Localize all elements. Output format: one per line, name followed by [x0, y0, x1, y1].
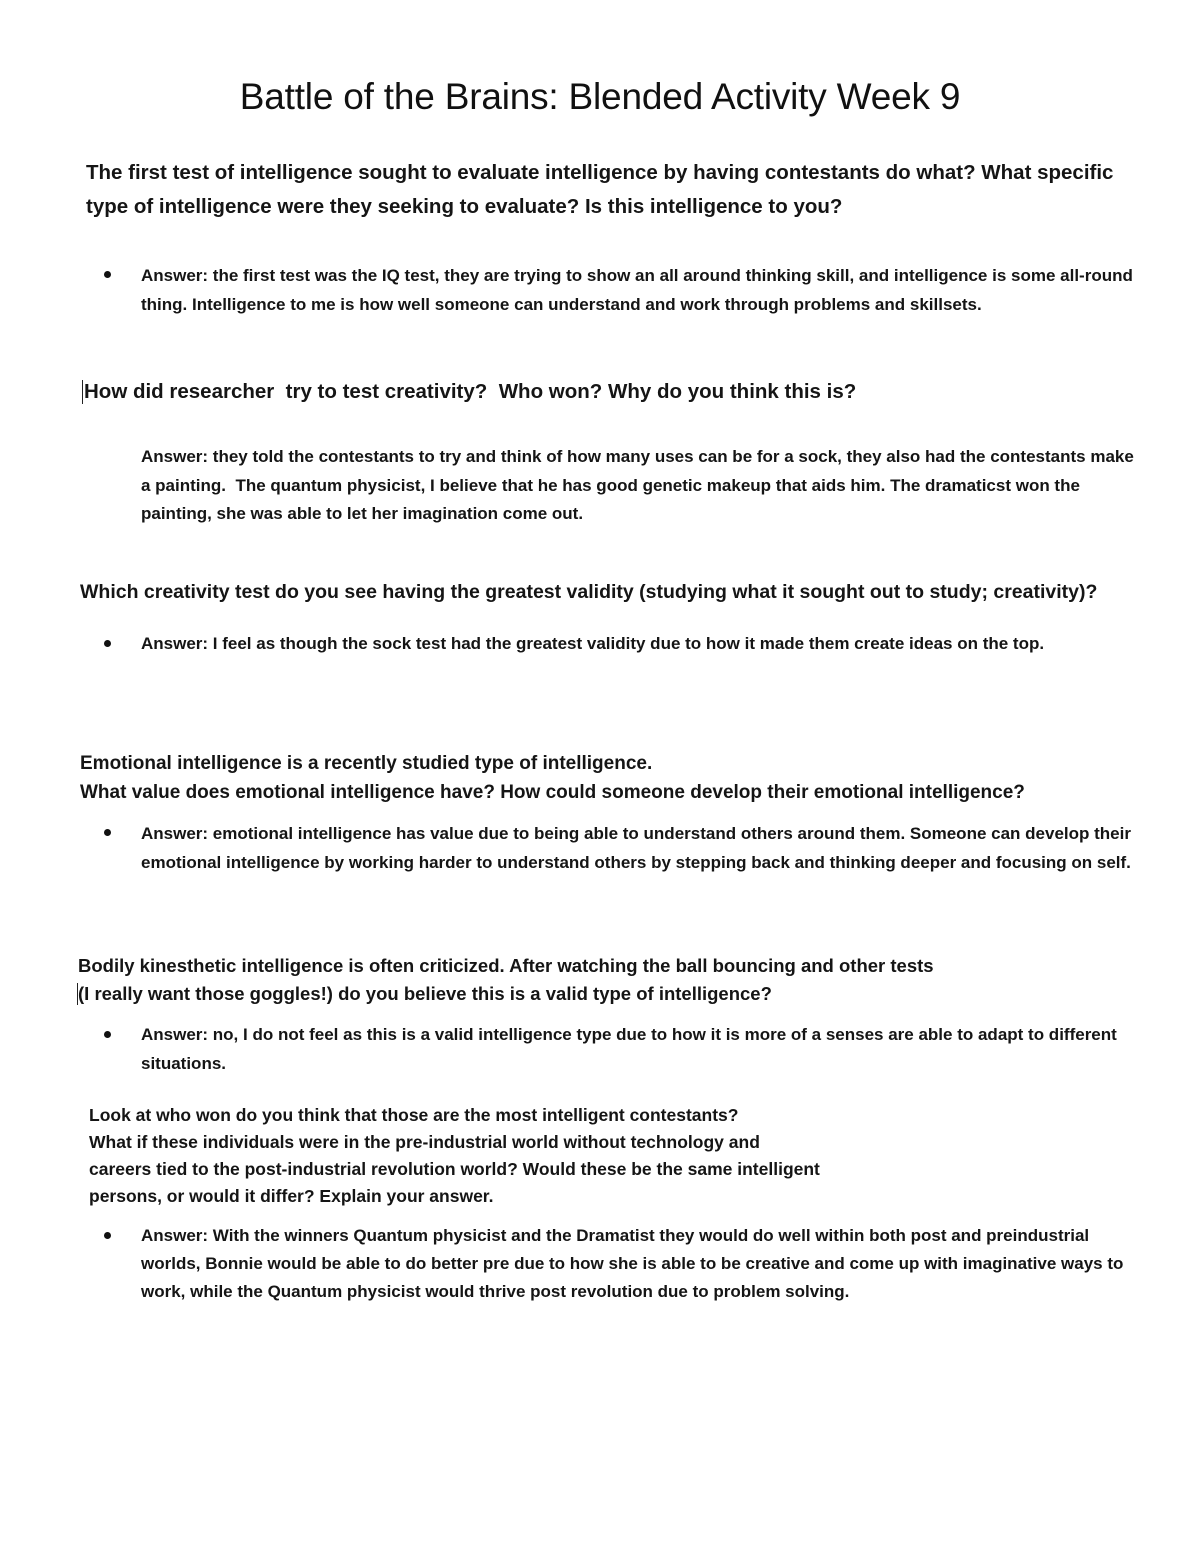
question-4-line-2: What value does emotional intelligence have? How could someone develop their emotional intelligence?: [80, 782, 1025, 803]
question-1: The first test of intelligence sought to evaluate intelligence by having contestants do what? What specific type of intelligence were they seeking to evaluate? Is this intelligence to you?: [86, 161, 1120, 218]
answer-2: Answer: they told the contestants to try and think of how many uses can be for a sock, they also had the contestants make a painting. The quantum physicist, I believe that he has good genetic makeup that aids him. The dramaticst won the painting, she was able to let her imagination come out.: [141, 447, 1139, 523]
question-6-line-2: What if these individuals were in the pre-industrial world without technology and: [89, 1132, 760, 1152]
bullet-5: [104, 1031, 111, 1038]
question-2: How did researcher try to test creativity? Who won? Why do you think this is?: [84, 380, 857, 403]
bullet-3: [104, 640, 111, 647]
text-cursor: [82, 380, 83, 404]
bullet-1: [104, 271, 111, 278]
answer-3: Answer: I feel as though the sock test had the greatest validity due to how it made them create ideas on the top.: [141, 634, 1045, 653]
question-6-line-1: Look at who won do you think that those are the most intelligent contestants?: [89, 1105, 739, 1125]
answer-6: Answer: With the winners Quantum physicist and the Dramatist they would do well within both post and preindustrial worlds, Bonnie would be able to do better pre due to how she is able to be creative and come up with imaginative ways to work, while the Quantum physicist would thrive post revolution due to problem solving.: [141, 1226, 1129, 1301]
answer-5: Answer: no, I do not feel as this is a valid intelligence type due to how it is more of a senses are able to adapt to different situations.: [141, 1025, 1122, 1073]
question-5-line-1: Bodily kinesthetic intelligence is often criticized. After watching the ball bouncing and other tests: [78, 955, 934, 976]
bullet-6: [104, 1232, 111, 1239]
question-4-line-1: Emotional intelligence is a recently studied type of intelligence.: [80, 753, 653, 774]
question-6-line-3: careers tied to the post-industrial revolution world? Would these be the same intelligent: [89, 1159, 820, 1179]
bullet-4: [104, 829, 111, 836]
question-6-line-4: persons, or would it differ? Explain your answer.: [89, 1186, 494, 1206]
question-5-line-2: (I really want those goggles!) do you believe this is a valid type of intelligence?: [78, 983, 772, 1004]
answer-4: Answer: emotional intelligence has value due to being able to understand others around them. Someone can develop their emotional intelligence by working harder to understand others by stepping back and thinking deeper and focusing on self.: [141, 824, 1136, 872]
answer-1: Answer: the first test was the IQ test, they are trying to show an all around thinking skill, and intelligence is some all-round thing. Intelligence to me is how well someone can understand and work through problems and skillsets.: [141, 266, 1138, 314]
document-title: Battle of the Brains: Blended Activity Week 9: [239, 76, 961, 117]
question-3: Which creativity test do you see having the greatest validity (studying what it sought out to study; creativity)?: [80, 581, 1098, 603]
